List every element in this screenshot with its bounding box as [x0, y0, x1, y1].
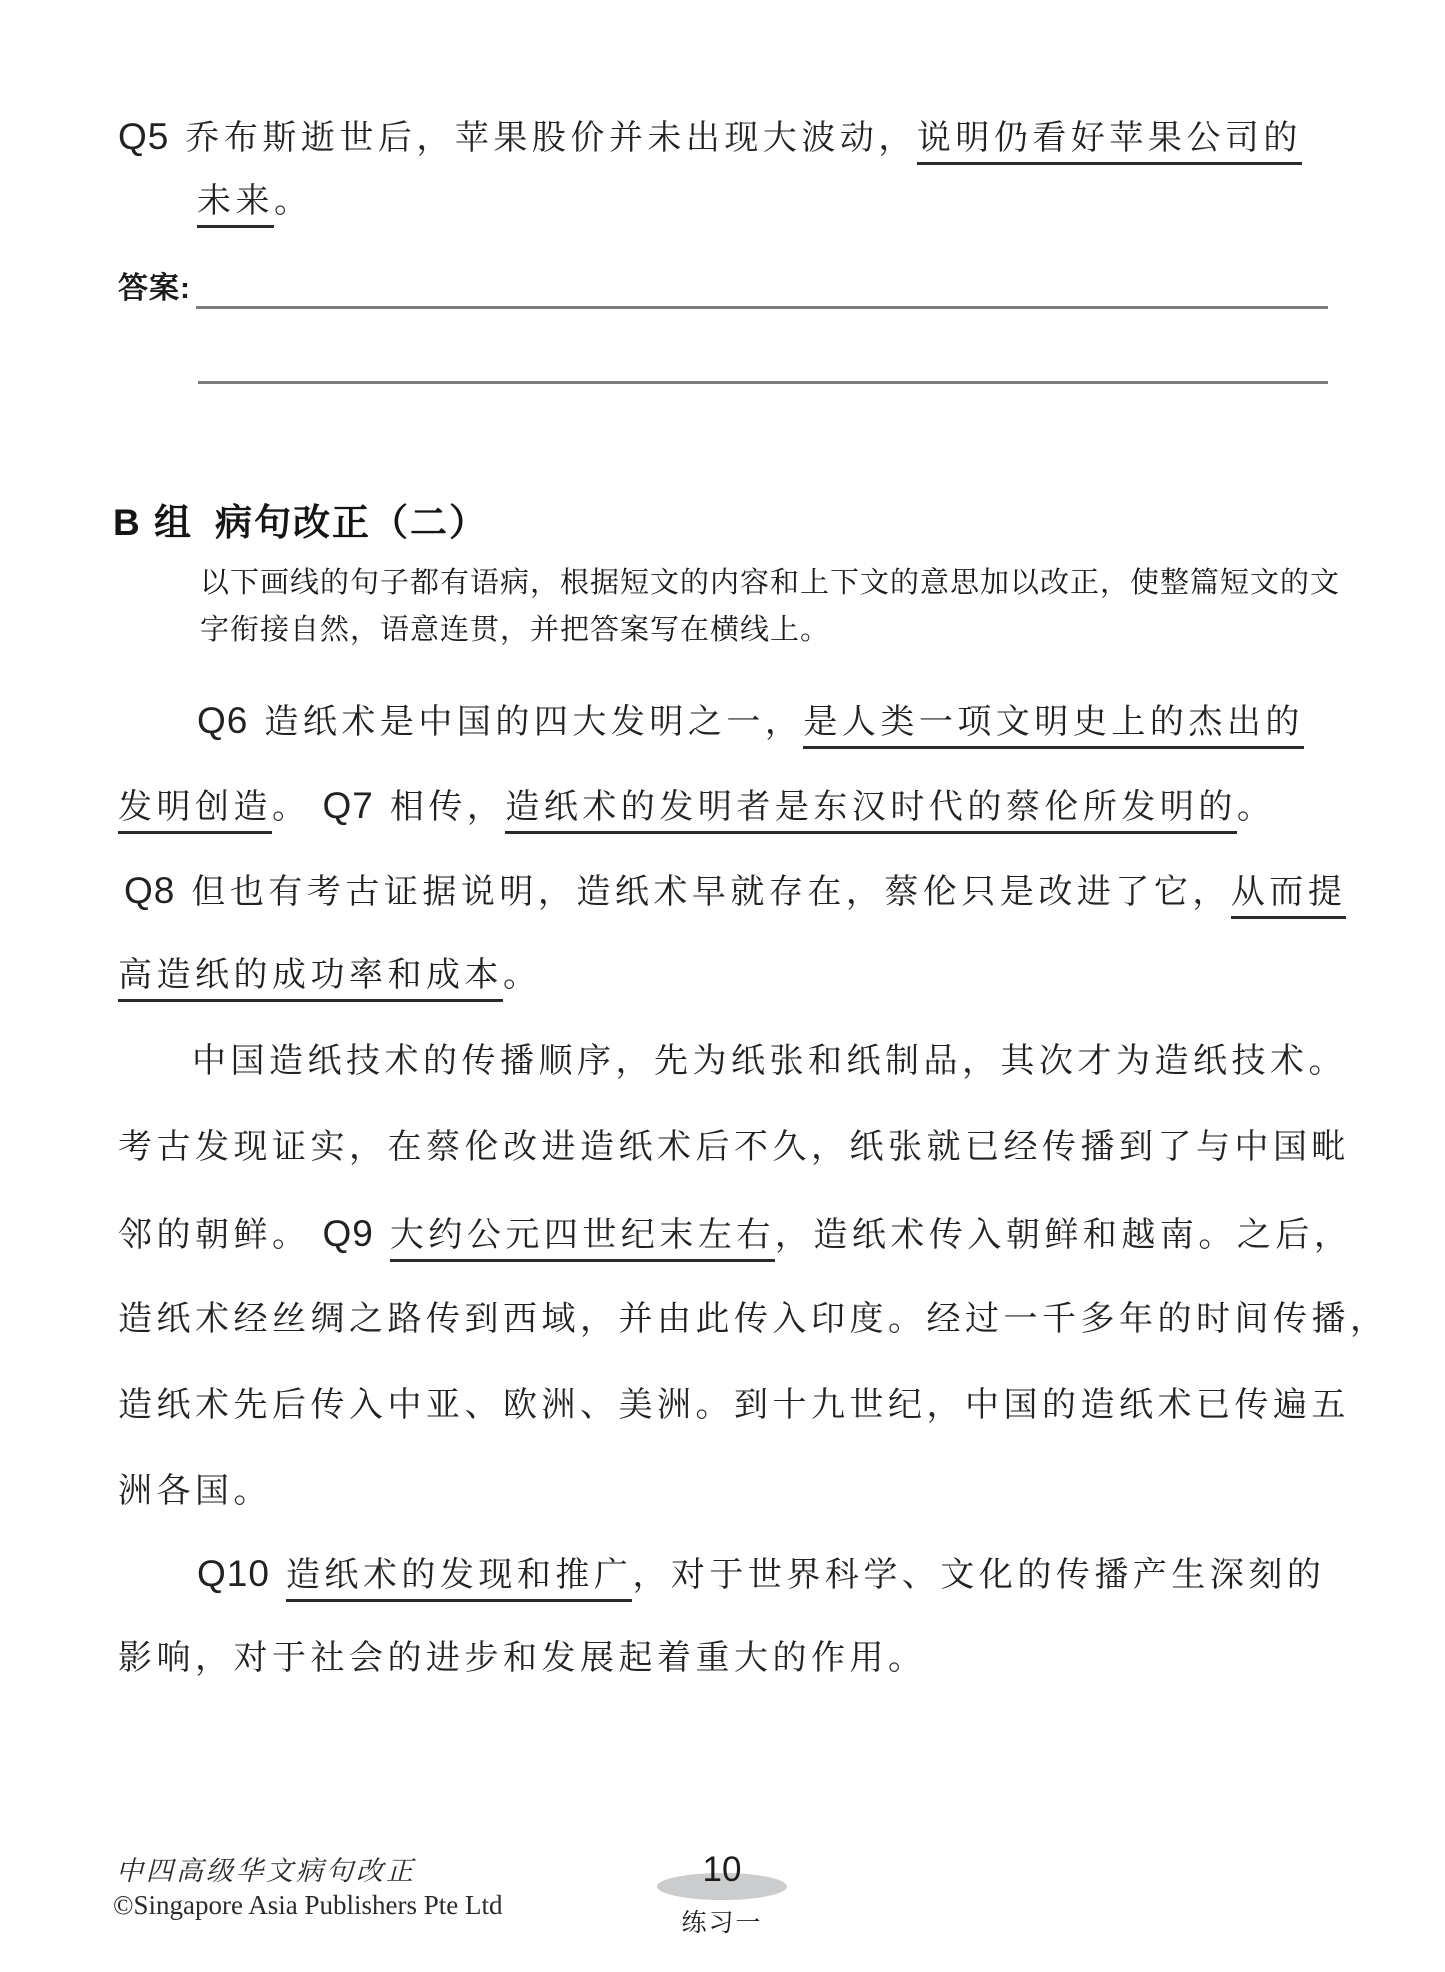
underlined-phrase: 是人类一项文明史上的杰出的	[803, 704, 1304, 749]
question-label: Q9	[322, 1213, 374, 1254]
text-line	[124, 869, 1346, 915]
text-run: 造纸术经丝绸之路传到西域，并由此传入印度。经过一千多年的时间传播，	[118, 1301, 1389, 1338]
underlined-phrase: 造纸术的发现和推广	[286, 1557, 633, 1602]
section-group-label: B 组	[113, 502, 193, 543]
question-label: Q8	[124, 870, 176, 911]
text-line	[197, 1552, 1325, 1598]
underlined-phrase: 未来	[197, 183, 274, 228]
text-run: 。	[274, 183, 313, 220]
text-line	[200, 611, 830, 649]
text-line	[118, 954, 542, 998]
question-label: Q10	[197, 1553, 270, 1594]
text-run: 。	[503, 957, 542, 994]
text-line	[197, 699, 1304, 745]
text-line	[200, 564, 1340, 602]
question-label: Q6	[197, 700, 249, 741]
footer-exercise-label: 练习一	[681, 1909, 763, 1937]
text-run: ，造纸术传入朝鲜和越南。之后，	[774, 1217, 1353, 1254]
text-line	[118, 1298, 1389, 1342]
text-run: 字衔接自然，语意连贯，并把答案写在横线上。	[200, 614, 831, 646]
text-run: 。	[272, 789, 311, 826]
text-line	[197, 180, 313, 224]
text-line	[118, 784, 1275, 830]
underlined-phrase: 造纸术的发明者是东汉时代的蔡伦所发明的	[505, 789, 1237, 834]
text-run: 相传，	[389, 789, 506, 826]
answer-label: 答案:	[118, 272, 191, 305]
text-run: ，对于世界科学、文化的传播产生深刻的	[632, 1557, 1326, 1594]
answer-blank-line-2[interactable]	[198, 381, 1328, 384]
text-run: 洲各国。	[118, 1473, 272, 1510]
text-run: 影响，对于社会的进步和发展起着重大的作用。	[118, 1640, 927, 1677]
underlined-phrase: 说明仍看好苹果公司的	[917, 120, 1302, 165]
text-line	[118, 1212, 1352, 1258]
text-line	[192, 1040, 1347, 1084]
page-number: 10	[702, 1850, 742, 1889]
footer-book-title: 中四高级华文病句改正	[116, 1856, 416, 1886]
text-line	[118, 115, 1302, 161]
text-run: 造纸术先后传入中亚、欧洲、美洲。到十九世纪，中国的造纸术已传遍五	[118, 1387, 1350, 1424]
text-run: 造纸术是中国的四大发明之一，	[264, 704, 804, 741]
underlined-phrase: 从而提	[1231, 874, 1347, 919]
underlined-phrase: 发明创造	[118, 789, 272, 834]
text-run: 乔布斯逝世后，苹果股价并未出现大波动，	[185, 120, 917, 157]
text-run: 考古发现证实，在蔡伦改进造纸术后不久，纸张就已经传播到了与中国毗	[118, 1129, 1350, 1166]
text-run: 。	[1236, 789, 1276, 826]
section-header	[113, 501, 488, 545]
text-line	[118, 1470, 272, 1514]
text-run: 但也有考古证据说明，造纸术早就存在，蔡伦只是改进了它，	[191, 874, 1231, 911]
underlined-phrase: 高造纸的成功率和成本	[118, 957, 503, 1002]
question-label: Q7	[322, 785, 374, 826]
text-run: 以下画线的句子都有语病，根据短文的内容和上下文的意思加以改正，使整篇短文的文	[200, 567, 1341, 599]
text-run: 中国造纸技术的传播顺序，先为纸张和纸制品，其次才为造纸技术。	[192, 1043, 1347, 1080]
footer-publisher: ©Singapore Asia Publishers Pte Ltd	[113, 1890, 503, 1920]
question-label: Q5	[118, 116, 170, 157]
text-line	[118, 1637, 927, 1681]
answer-blank-line-1[interactable]	[196, 306, 1328, 309]
text-line	[118, 1126, 1350, 1170]
text-line	[118, 1384, 1350, 1428]
underlined-phrase: 大约公元四世纪末左右	[390, 1217, 775, 1262]
section-title: 病句改正（二）	[215, 502, 488, 543]
text-run: 邻的朝鲜。	[118, 1217, 311, 1254]
